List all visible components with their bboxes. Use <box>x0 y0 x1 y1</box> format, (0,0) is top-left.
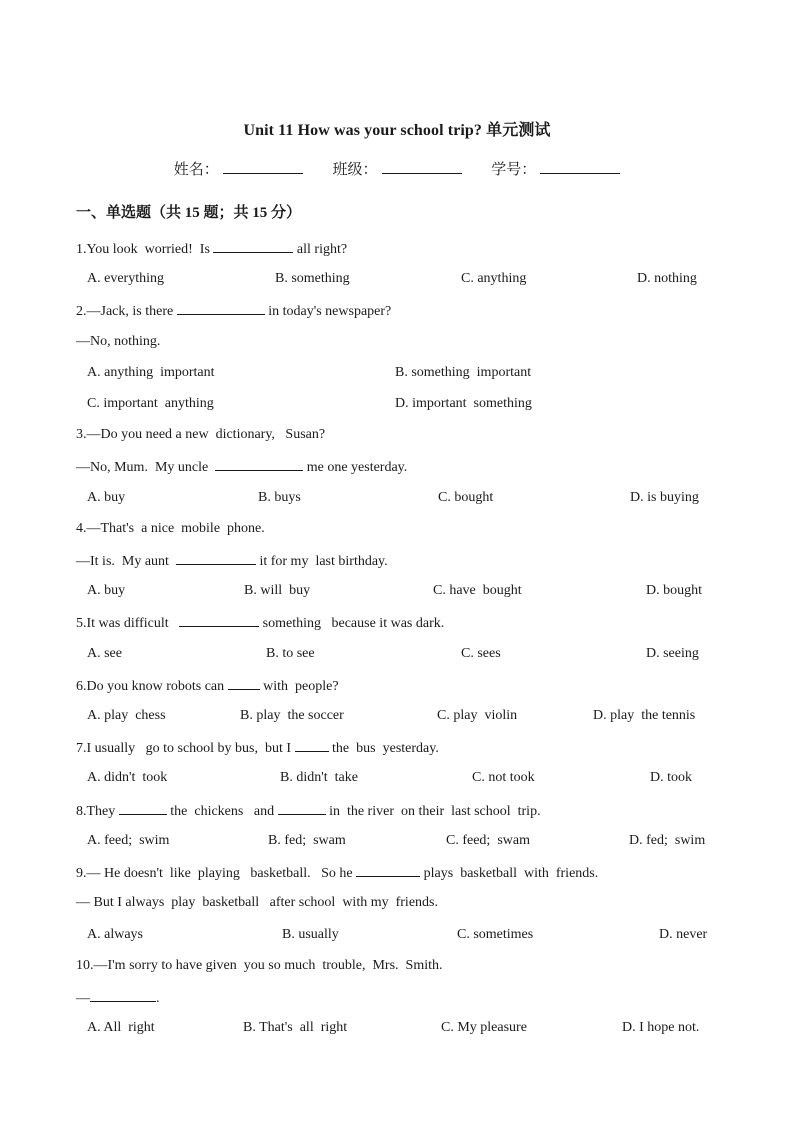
class-blank[interactable] <box>382 159 462 174</box>
option-a[interactable]: A. feed; swim <box>87 833 170 848</box>
option-d[interactable]: D. never <box>659 927 708 942</box>
question-text: . <box>156 991 160 1006</box>
question-text: the chickens and <box>166 804 278 819</box>
option-b[interactable]: B. didn't take <box>280 770 358 785</box>
question-text: all right? <box>293 242 348 257</box>
name-field[interactable] <box>174 158 303 179</box>
question-text: in today's newspaper? <box>264 304 392 319</box>
question-text: — <box>76 991 90 1006</box>
option-d[interactable]: D. important something <box>395 396 532 411</box>
option-c[interactable]: C. bought <box>438 490 494 505</box>
question-2-response: —No, nothing. <box>76 334 161 349</box>
question-text: plays basketball with friends. <box>420 866 599 881</box>
question-text: 5.It was difficult <box>76 616 180 631</box>
name-label: 姓名： <box>173 162 219 178</box>
option-c[interactable]: C. have bought <box>433 583 522 598</box>
answer-blank[interactable] <box>215 457 303 471</box>
question-text: the bus yesterday. <box>328 741 439 756</box>
answer-blank[interactable] <box>90 988 156 1002</box>
option-d[interactable]: D. took <box>650 770 692 785</box>
question-text: in the river on their last school trip. <box>325 804 541 819</box>
option-b[interactable]: B. usually <box>282 927 339 942</box>
option-d[interactable]: D. I hope not. <box>622 1020 700 1035</box>
option-c[interactable]: C. important anything <box>87 396 214 411</box>
option-a[interactable]: A. see <box>87 646 122 661</box>
answer-blank[interactable] <box>119 801 167 815</box>
option-d[interactable]: D. is buying <box>630 490 699 505</box>
option-a[interactable]: A. buy <box>87 490 126 505</box>
option-b[interactable]: B. play the soccer <box>240 708 344 723</box>
question-8-line <box>76 801 541 821</box>
option-b[interactable]: B. buys <box>258 490 301 505</box>
student-id-field[interactable] <box>491 158 620 179</box>
question-4-line: 4.—That's a nice mobile phone. <box>76 521 265 536</box>
question-7-line <box>76 738 439 758</box>
question-9-response: — But I always play basketball after school with my friends. <box>76 895 438 910</box>
option-c[interactable]: C. play violin <box>437 708 518 723</box>
question-10-line: 10.—I'm sorry to have given you so much trouble, Mrs. Smith. <box>76 958 443 973</box>
option-a[interactable]: A. anything important <box>87 365 215 380</box>
question-text: 1.You look worried! Is <box>76 242 214 257</box>
question-text: 7.I usually go to school by bus, but I <box>76 741 295 756</box>
question-1-line <box>76 239 347 259</box>
option-d[interactable]: D. bought <box>646 583 702 598</box>
class-label: 班级： <box>332 162 378 178</box>
answer-blank[interactable] <box>213 239 293 253</box>
option-a[interactable]: A. always <box>87 927 143 942</box>
question-10-response <box>76 988 160 1008</box>
question-6-line <box>76 676 339 696</box>
student-id-label: 学号： <box>491 162 537 178</box>
answer-blank[interactable] <box>295 738 329 752</box>
option-c[interactable]: C. feed; swam <box>446 833 530 848</box>
question-2-line <box>76 301 391 321</box>
question-text: me one yesterday. <box>303 460 408 475</box>
question-3-line: 3.—Do you need a new dictionary, Susan? <box>76 427 326 442</box>
option-a[interactable]: A. everything <box>87 271 164 286</box>
answer-blank[interactable] <box>278 801 326 815</box>
question-text: 8.They <box>76 804 119 819</box>
page-title: Unit 11 How was your school trip? 单元测试 <box>243 122 551 139</box>
option-b[interactable]: B. to see <box>266 646 315 661</box>
question-9-line <box>76 863 598 883</box>
question-text: it for my last birthday. <box>255 554 388 569</box>
option-a[interactable]: A. All right <box>87 1020 155 1035</box>
option-b[interactable]: B. will buy <box>244 583 311 598</box>
option-c[interactable]: C. sometimes <box>457 927 534 942</box>
question-5-line <box>76 613 444 633</box>
student-info-row <box>0 158 794 179</box>
option-d[interactable]: D. fed; swim <box>629 833 706 848</box>
question-text: 6.Do you know robots can <box>76 679 228 694</box>
answer-blank[interactable] <box>176 551 256 565</box>
answer-blank[interactable] <box>179 613 259 627</box>
section-header: 一、单选题（共 15 题；共 15 分） <box>76 205 302 221</box>
option-d[interactable]: D. nothing <box>637 271 697 286</box>
question-3-response <box>76 457 407 477</box>
name-blank[interactable] <box>223 159 303 174</box>
question-text: 9.— He doesn't like playing basketball. So he <box>76 866 357 881</box>
class-field[interactable] <box>332 158 461 179</box>
option-c[interactable]: C. sees <box>461 646 501 661</box>
answer-blank[interactable] <box>356 863 420 877</box>
question-text: with people? <box>259 679 339 694</box>
question-text: 2.—Jack, is there <box>76 304 177 319</box>
option-d[interactable]: D. play the tennis <box>593 708 696 723</box>
question-text: something because it was dark. <box>259 616 445 631</box>
question-text: —No, Mum. My uncle <box>76 460 216 475</box>
option-b[interactable]: B. fed; swam <box>268 833 346 848</box>
student-id-blank[interactable] <box>540 159 620 174</box>
answer-blank[interactable] <box>228 676 260 690</box>
option-d[interactable]: D. seeing <box>646 646 699 661</box>
option-c[interactable]: C. not took <box>472 770 535 785</box>
option-b[interactable]: B. That's all right <box>243 1020 348 1035</box>
option-a[interactable]: A. play chess <box>87 708 166 723</box>
question-4-response <box>76 551 388 571</box>
answer-blank[interactable] <box>177 301 265 315</box>
question-text: —It is. My aunt <box>76 554 176 569</box>
option-c[interactable]: C. anything <box>461 271 527 286</box>
option-b[interactable]: B. something <box>275 271 350 286</box>
option-a[interactable]: A. didn't took <box>87 770 168 785</box>
option-c[interactable]: C. My pleasure <box>441 1020 527 1035</box>
option-a[interactable]: A. buy <box>87 583 126 598</box>
option-b[interactable]: B. something important <box>395 365 532 380</box>
